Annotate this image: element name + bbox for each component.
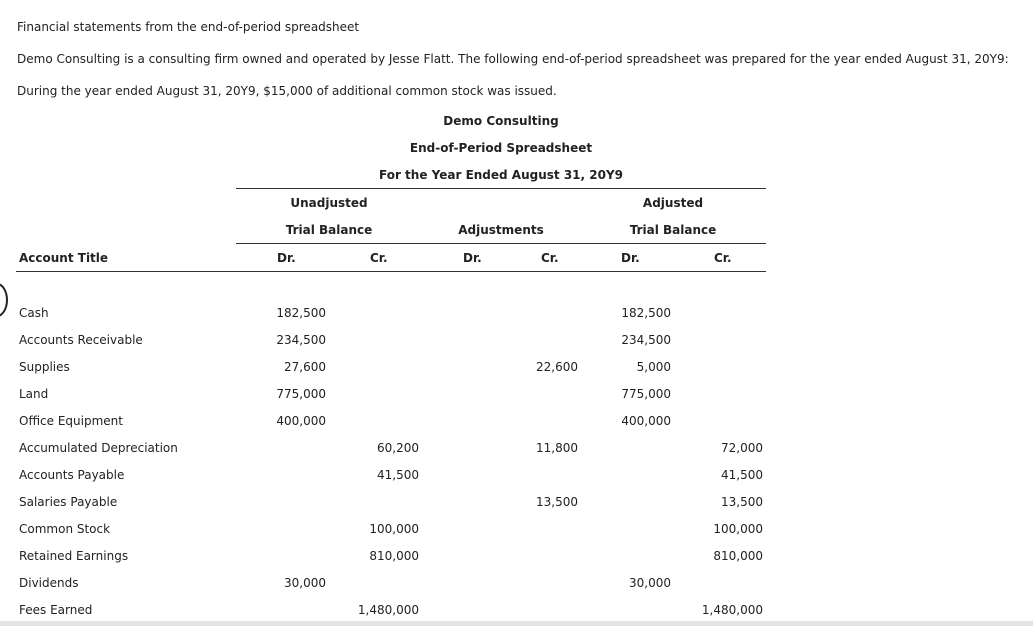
atb-cr-value: 810,000: [713, 549, 763, 563]
atb-cr-heading: Cr.: [714, 251, 732, 265]
problem-intro: Demo Consulting is a consulting firm owned and operated by Jesse Flatt. The following end-of-period spreadsheet was prepared for the year ended August 31, 20Y9:: [17, 52, 1009, 66]
atb-cr-value: 72,000: [721, 441, 763, 455]
trial-balance-heading: Trial Balance: [285, 223, 373, 237]
account-title: Common Stock: [19, 522, 111, 536]
header-top-rule: [236, 188, 766, 189]
header-mid-rule: [236, 243, 766, 244]
header-bottom-rule: [16, 271, 766, 272]
utb-cr-heading: Cr.: [370, 251, 388, 265]
adj-cr-value: 11,800: [536, 441, 578, 455]
atb-dr-value: 30,000: [629, 576, 671, 590]
atb-dr-value: 234,500: [621, 333, 671, 347]
utb-dr-value: 775,000: [276, 387, 326, 401]
account-title: Dividends: [19, 576, 79, 590]
unadjusted-heading: Unadjusted: [290, 196, 368, 210]
atb-dr-value: 182,500: [621, 306, 671, 320]
atb-cr-value: 13,500: [721, 495, 763, 509]
utb-cr-value: 1,480,000: [357, 603, 419, 617]
problem-note: During the year ended August 31, 20Y9, $15,000 of additional common stock was issued.: [17, 84, 557, 98]
atb-cr-value: 41,500: [721, 468, 763, 482]
spreadsheet-period: For the Year Ended August 31, 20Y9: [379, 168, 623, 182]
horizontal-scrollbar[interactable]: [0, 621, 1033, 626]
utb-dr-heading: Dr.: [277, 251, 296, 265]
account-title: Supplies: [19, 360, 70, 374]
account-title: Salaries Payable: [19, 495, 118, 509]
atb-dr-value: 775,000: [621, 387, 671, 401]
atb-dr-value: 400,000: [621, 414, 671, 428]
problem-heading: Financial statements from the end-of-period spreadsheet: [17, 20, 360, 34]
utb-cr-value: 41,500: [377, 468, 419, 482]
account-title: Land: [19, 387, 49, 401]
utb-dr-value: 30,000: [284, 576, 326, 590]
account-title: Accumulated Depreciation: [19, 441, 178, 455]
utb-cr-value: 100,000: [369, 522, 419, 536]
atb-dr-heading: Dr.: [621, 251, 640, 265]
company-name: Demo Consulting: [443, 114, 559, 128]
utb-dr-value: 234,500: [276, 333, 326, 347]
utb-dr-value: 400,000: [276, 414, 326, 428]
account-title: Accounts Payable: [19, 468, 125, 482]
atb-cr-value: 100,000: [713, 522, 763, 536]
utb-dr-value: 27,600: [284, 360, 326, 374]
spreadsheet-title: End-of-Period Spreadsheet: [409, 141, 593, 155]
adjustments-heading: Adjustments: [458, 223, 544, 237]
adj-dr-heading: Dr.: [463, 251, 482, 265]
account-title: Cash: [19, 306, 49, 320]
adjusted-heading: Adjusted: [642, 196, 704, 210]
adj-cr-heading: Cr.: [541, 251, 559, 265]
account-title-heading: Account Title: [19, 251, 109, 265]
adj-cr-value: 22,600: [536, 360, 578, 374]
atb-dr-value: 5,000: [636, 360, 671, 374]
utb-cr-value: 60,200: [377, 441, 419, 455]
account-title: Office Equipment: [19, 414, 123, 428]
adjusted-trial-balance-heading: Trial Balance: [629, 223, 717, 237]
utb-dr-value: 182,500: [276, 306, 326, 320]
atb-cr-value: 1,480,000: [701, 603, 763, 617]
adj-cr-value: 13,500: [536, 495, 578, 509]
cursor-arc-icon: [0, 283, 8, 317]
account-title: Retained Earnings: [19, 549, 129, 563]
account-title: Accounts Receivable: [19, 333, 143, 347]
account-title: Fees Earned: [19, 603, 93, 617]
utb-cr-value: 810,000: [369, 549, 419, 563]
